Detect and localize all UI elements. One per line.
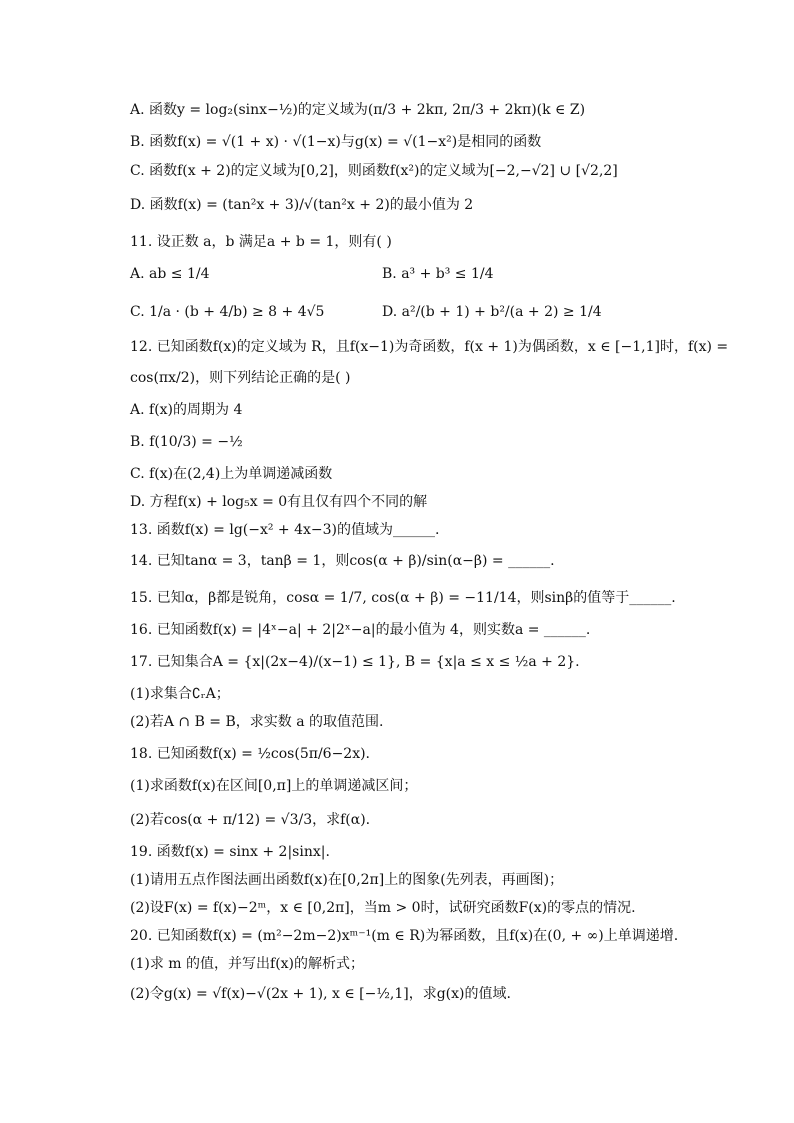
question-18-part2: (2)若cos(α + π/12) = √3/3，求f(α). — [130, 812, 371, 828]
option-12d: D. 方程f(x) + log₅x = 0有且仅有四个不同的解 — [130, 494, 428, 510]
question-11: 11. 设正数 a，b 满足a + b = 1，则有( ) — [130, 234, 392, 250]
question-19-part1: (1)请用五点作图法画出函数f(x)在[0,2π]上的图象(先列表，再画图)； — [130, 872, 564, 888]
question-17-part2: (2)若A ∩ B = B，求实数 a 的取值范围. — [130, 714, 384, 730]
option-11a: A. ab ≤ 1/4 — [130, 266, 210, 282]
question-12-line2: cos(πx/2)，则下列结论正确的是( ) — [130, 370, 351, 386]
option-11b: B. a³ + b³ ≤ 1/4 — [382, 266, 494, 282]
option-12c: C. f(x)在(2,4)上为单调递减函数 — [130, 466, 333, 482]
option-12b: B. f(10/3) = −½ — [130, 434, 243, 450]
question-20-part2: (2)令g(x) = √f(x)−√(2x + 1), x ∈ [−½,1]，求g(x)的值域. — [130, 986, 511, 1002]
question-15: 15. 已知α，β都是锐角，cosα = 1/7, cos(α + β) = −11/14，则sinβ的值等于______. — [130, 590, 676, 606]
question-16: 16. 已知函数f(x) = |4ˣ−a| + 2|2ˣ−a|的最小值为 4，则实数a = ______. — [130, 622, 591, 638]
question-13: 13. 函数f(x) = lg(−x² + 4x−3)的值域为______. — [130, 522, 440, 538]
question-18: 18. 已知函数f(x) = ½cos(5π/6−2x). — [130, 746, 371, 762]
option-12a: A. f(x)的周期为 4 — [130, 402, 243, 418]
question-17-part1: (1)求集合∁ᵣA； — [130, 686, 230, 702]
option-11c: C. 1/a · (b + 4/b) ≥ 8 + 4√5 — [130, 304, 325, 320]
question-20-part1: (1)求 m 的值，并写出f(x)的解析式； — [130, 956, 365, 972]
question-12-line1: 12. 已知函数f(x)的定义域为 R，且f(x−1)为奇函数，f(x + 1)为偶函数，x ∈ [−1,1]时，f(x) = — [130, 339, 729, 355]
question-18-part1: (1)求函数f(x)在区间[0,π]上的单调递减区间； — [130, 778, 418, 794]
option-10c: C. 函数f(x + 2)的定义域为[0,2]，则函数f(x²)的定义域为[−2,−√2] ∪ [√2,2] — [130, 163, 618, 179]
option-11d: D. a²/(b + 1) + b²/(a + 2) ≥ 1/4 — [382, 304, 602, 320]
option-10a: A. 函数y = log₂(sinx−½)的定义域为(π/3 + 2kπ, 2π/3 + 2kπ)(k ∈ Z) — [130, 102, 586, 118]
question-20: 20. 已知函数f(x) = (m²−2m−2)xᵐ⁻¹(m ∈ R)为幂函数，且f(x)在(0, + ∞)上单调递增. — [130, 928, 679, 944]
question-17: 17. 已知集合A = {x|(2x−4)/(x−1) ≤ 1}, B = {x|a ≤ x ≤ ½a + 2}. — [130, 654, 580, 670]
option-10b: B. 函数f(x) = √(1 + x) · √(1−x)与g(x) = √(1−x²)是相同的函数 — [130, 134, 542, 150]
question-19: 19. 函数f(x) = sinx + 2|sinx|. — [130, 844, 330, 860]
option-10d: D. 函数f(x) = (tan²x + 3)/√(tan²x + 2)的最小值为 2 — [130, 197, 474, 213]
question-19-part2: (2)设F(x) = f(x)−2ᵐ，x ∈ [0,2π]，当m > 0时，试研究函数F(x)的零点的情况. — [130, 900, 636, 916]
question-14: 14. 已知tanα = 3，tanβ = 1，则cos(α + β)/sin(α−β) = ______. — [130, 553, 555, 569]
